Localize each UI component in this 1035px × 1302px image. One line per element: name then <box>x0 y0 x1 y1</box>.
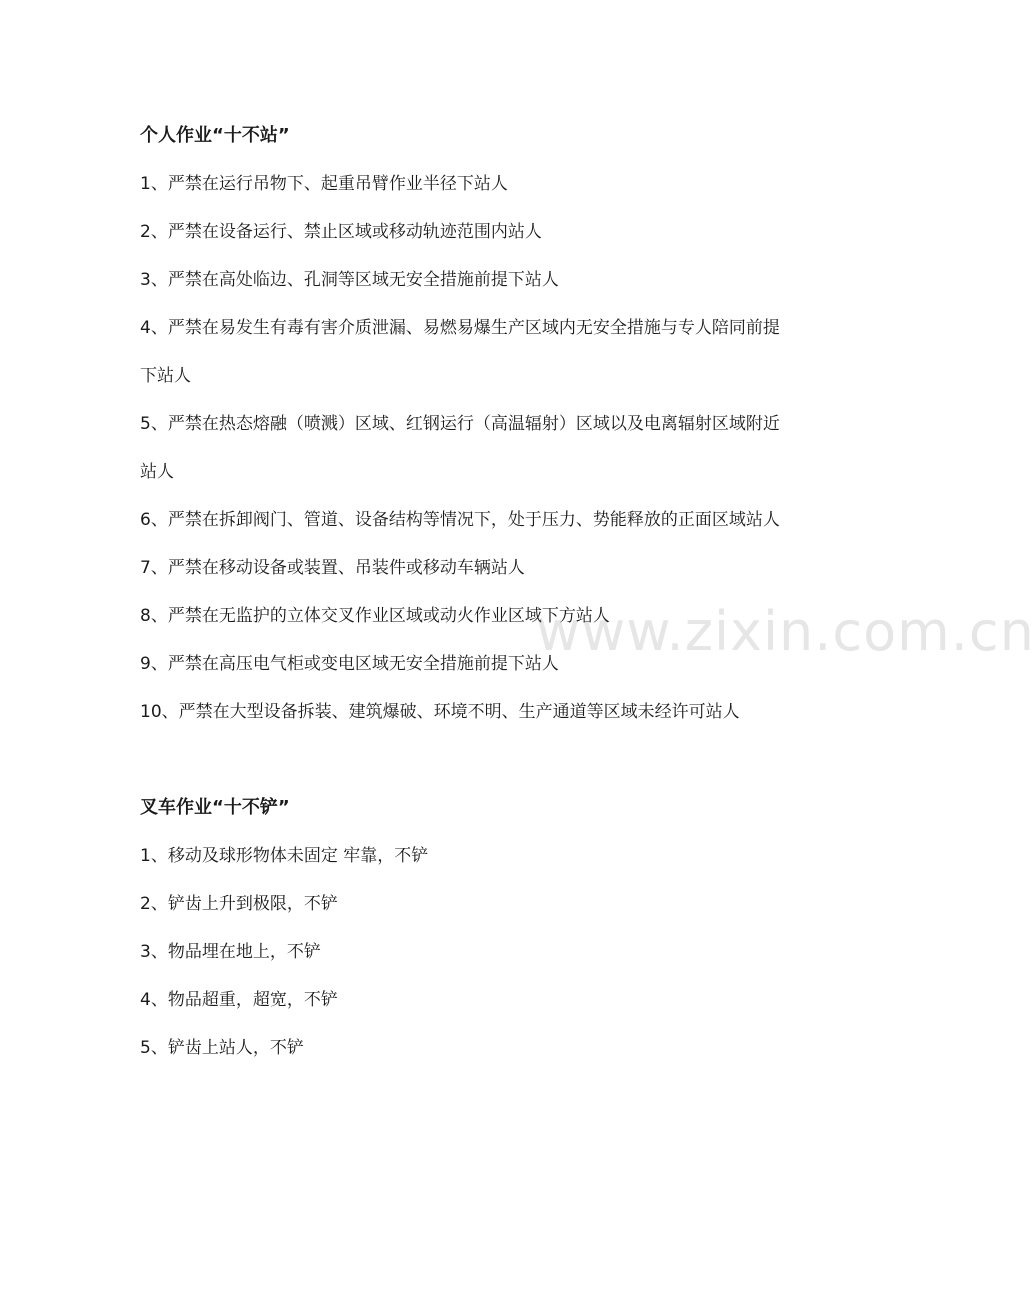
list-item: 3、物品埋在地上，不铲 <box>140 942 321 962</box>
section-title-forklift-ten-no-shovel: 叉车作业“十不铲” <box>140 797 290 818</box>
list-item: 1、严禁在运行吊物下、起重吊臂作业半径下站人 <box>140 174 508 194</box>
watermark-text: www.zixin.com.cn <box>536 600 1035 663</box>
list-item: 8、严禁在无监护的立体交叉作业区域或动火作业区域下方站人 <box>140 606 610 626</box>
list-item: 6、严禁在拆卸阀门、管道、设备结构等情况下，处于压力、势能释放的正面区域站人 <box>140 510 780 530</box>
section-title-ten-no-stand: 个人作业“十不站” <box>140 125 290 146</box>
list-item: 9、严禁在高压电气柜或变电区域无安全措施前提下站人 <box>140 654 559 674</box>
list-item: 3、严禁在高处临边、孔洞等区域无安全措施前提下站人 <box>140 270 559 290</box>
list-item: 1、移动及球形物体未固定 牢靠，不铲 <box>140 846 429 866</box>
list-item: 4、物品超重，超宽，不铲 <box>140 990 338 1010</box>
list-item: 10、严禁在大型设备拆装、建筑爆破、环境不明、生产通道等区域未经许可站人 <box>140 702 740 722</box>
list-item: 2、严禁在设备运行、禁止区域或移动轨迹范围内站人 <box>140 222 542 242</box>
list-item: 7、严禁在移动设备或装置、吊装件或移动车辆站人 <box>140 558 525 578</box>
section-spacer <box>140 736 790 784</box>
list-item: 4、严禁在易发生有毒有害介质泄漏、易燃易爆生产区域内无安全措施与专人陪同前提下站人 <box>140 318 780 386</box>
list-item: 5、严禁在热态熔融（喷溅）区域、红钢运行（高温辐射）区域以及电离辐射区域附近站人 <box>140 414 780 482</box>
document-body <box>140 112 790 1072</box>
list-item: 2、铲齿上升到极限，不铲 <box>140 894 338 914</box>
list-item: 5、铲齿上站人，不铲 <box>140 1038 304 1058</box>
